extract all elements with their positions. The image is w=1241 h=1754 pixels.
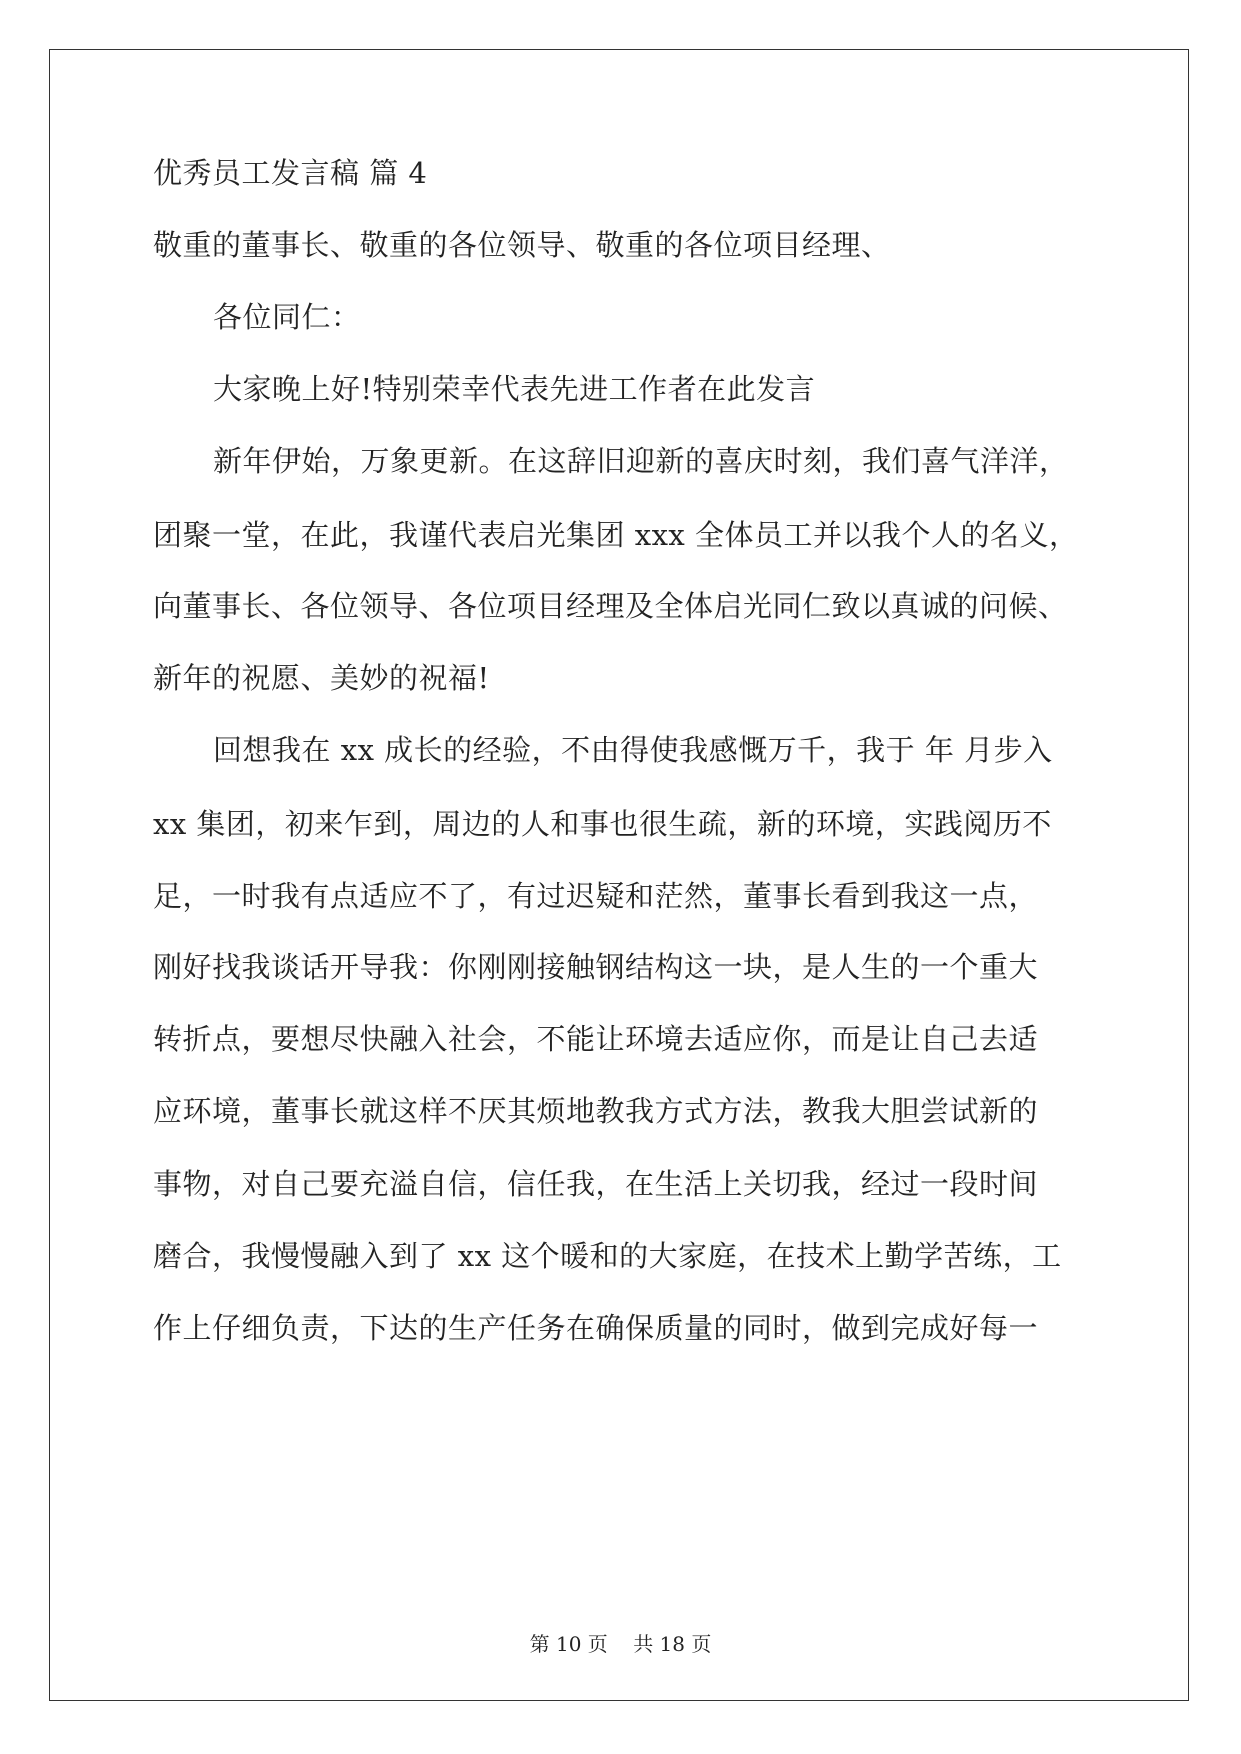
- paragraph-line: 事物，对自己要充溢自信，信任我，在生活上关切我，经过一段时间: [153, 1167, 1039, 1201]
- paragraph-line: 刚好找我谈话开导我：你刚刚接触钢结构这一块，是人生的一个重大: [153, 950, 1039, 984]
- colleagues-line: 各位同仁：: [213, 300, 361, 334]
- paragraph-line: 足，一时我有点适应不了，有过迟疑和茫然，董事长看到我这一点，: [153, 879, 1039, 913]
- page-number-label: 第 10 页 共 18 页: [529, 1632, 712, 1656]
- paragraph-line: 应环境，董事长就这样不厌其烦地教我方式方法，教我大胆尝试新的: [153, 1094, 1039, 1128]
- paragraph-line: 团聚一堂，在此，我谨代表启光集团 xxx 全体员工并以我个人的名义，: [153, 518, 1079, 552]
- paragraph-line: 回想我在 xx 成长的经验，不由得使我感慨万千，我于 年 月步入: [213, 733, 1053, 767]
- greeting-line: 大家晚上好!特别荣幸代表先进工作者在此发言: [213, 372, 816, 406]
- page-footer: [0, 1631, 1241, 1657]
- salutation-line: 敬重的董事长、敬重的各位领导、敬重的各位项目经理、: [153, 228, 891, 262]
- paragraph-line: 作上仔细负责，下达的生产任务在确保质量的同时，做到完成好每一: [153, 1311, 1039, 1345]
- document-title: 优秀员工发言稿 篇 4: [153, 156, 428, 190]
- paragraph-line: 转折点，要想尽快融入社会，不能让环境去适应你，而是让自己去适: [153, 1022, 1039, 1056]
- paragraph-line: 磨合，我慢慢融入到了 xx 这个暖和的大家庭，在技术上勤学苦练，工: [153, 1239, 1062, 1273]
- paragraph-line: xx 集团，初来乍到，周边的人和事也很生疏，新的环境，实践阅历不: [153, 807, 1052, 841]
- paragraph-line: 新年的祝愿、美妙的祝福!: [153, 661, 490, 695]
- paragraph-line: 新年伊始，万象更新。在这辞旧迎新的喜庆时刻，我们喜气洋洋，: [213, 444, 1069, 478]
- paragraph-line: 向董事长、各位领导、各位项目经理及全体启光同仁致以真诚的问候、: [153, 589, 1068, 623]
